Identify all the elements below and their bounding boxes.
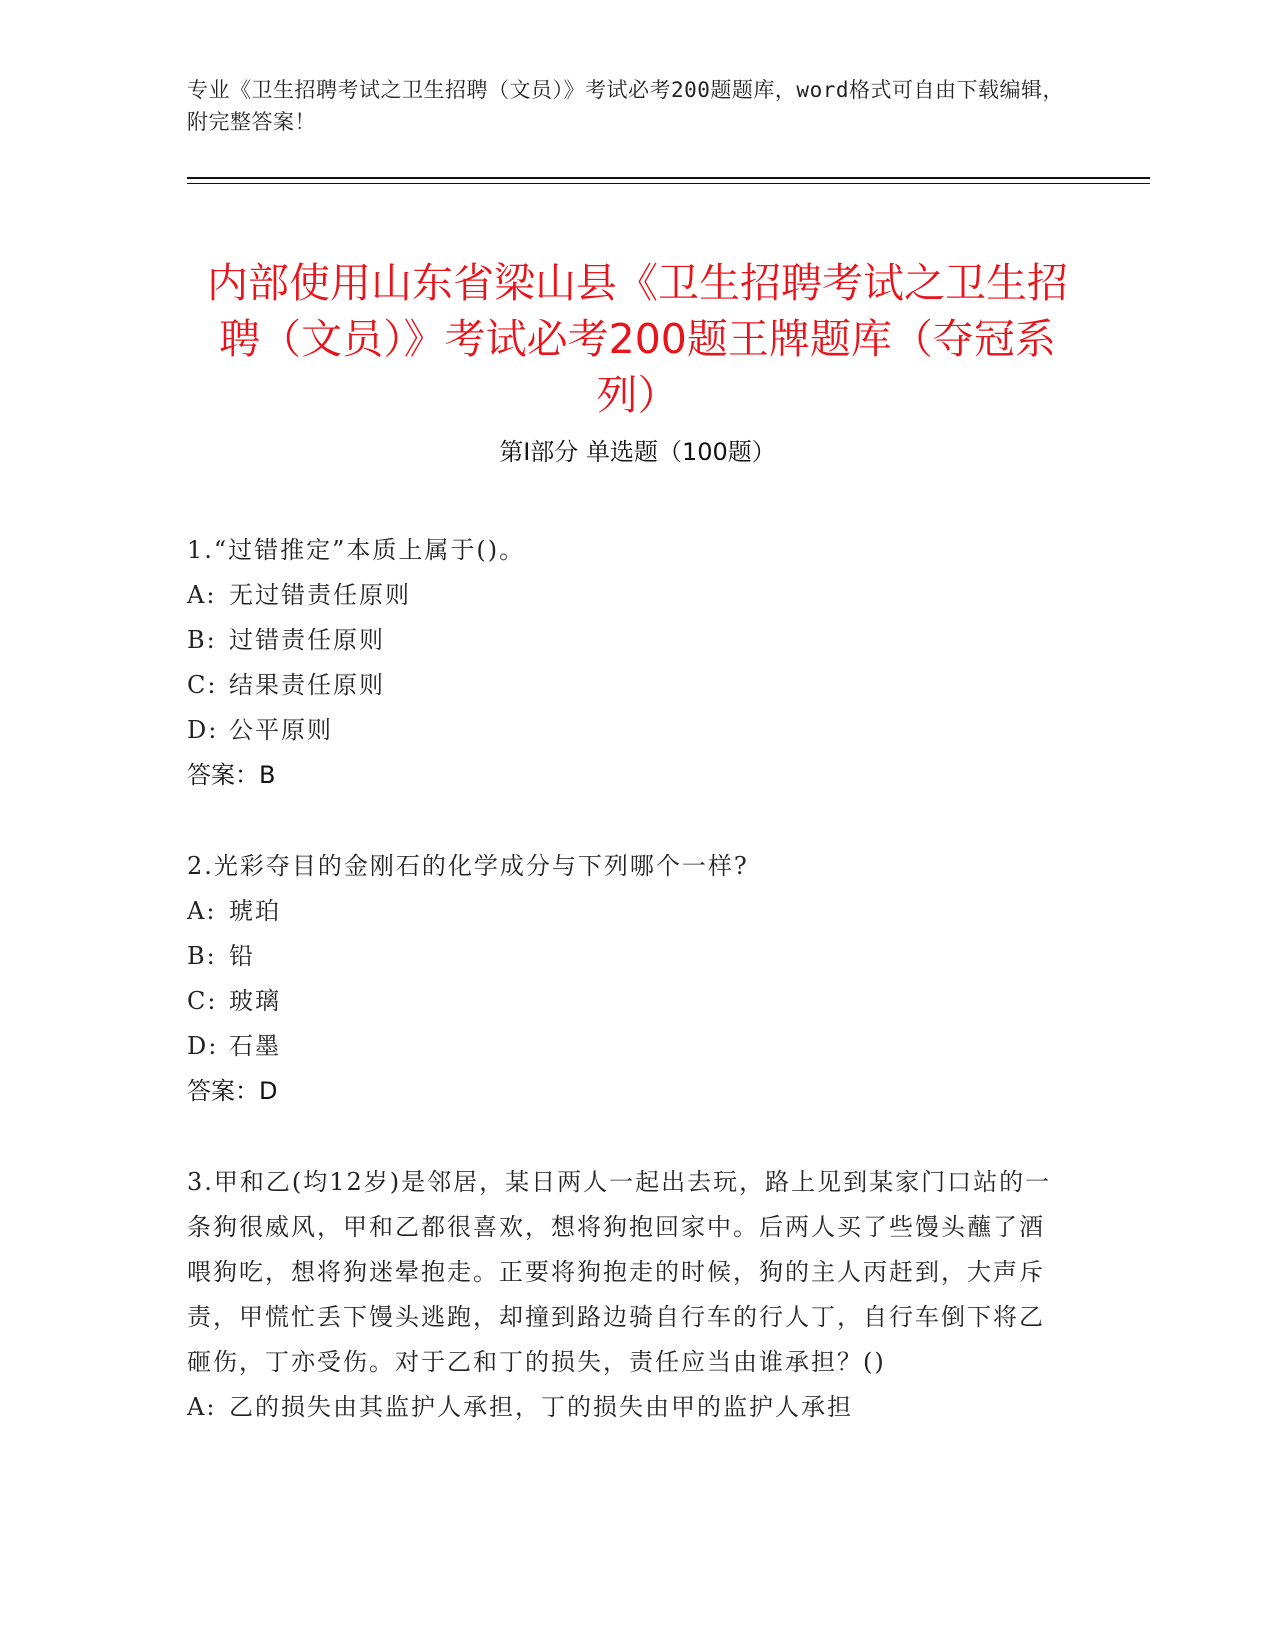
option-text: 过错责任原则 xyxy=(229,626,385,654)
question-1 xyxy=(187,528,1067,798)
document-title: 内部使用山东省梁山县《卫生招聘考试之卫生招聘（文员）》考试必考200题王牌题库（夺冠系列） xyxy=(207,259,1068,420)
option-letter: C: xyxy=(187,671,218,699)
option-a xyxy=(187,573,1067,618)
answer-line: 答案：B xyxy=(187,761,276,789)
option-text: 琥珀 xyxy=(229,897,281,925)
option-c xyxy=(187,979,1067,1024)
option-letter: B: xyxy=(187,626,217,654)
header-divider-thin xyxy=(187,183,1150,184)
option-c xyxy=(187,663,1067,708)
header-divider-thick xyxy=(187,177,1150,179)
answer-line: 答案：D xyxy=(187,1077,278,1105)
option-text: 无过错责任原则 xyxy=(229,581,411,609)
option-a xyxy=(187,1385,1067,1430)
question-stem: 2.光彩夺目的金刚石的化学成分与下列哪个一样? xyxy=(187,852,749,880)
option-b xyxy=(187,618,1067,663)
option-d xyxy=(187,1024,1067,1069)
option-text: 公平原则 xyxy=(229,716,333,744)
option-a xyxy=(187,889,1067,934)
option-letter: B: xyxy=(187,942,217,970)
section-heading: 第Ⅰ部分 单选题（100题） xyxy=(499,438,776,466)
option-d xyxy=(187,708,1067,753)
option-letter: D: xyxy=(187,716,219,744)
option-text: 石墨 xyxy=(229,1032,281,1060)
question-stem: 3.甲和乙(均12岁)是邻居，某日两人一起出去玩，路上见到某家门口站的一条狗很威风，甲和乙都很喜欢，想将狗抱回家中。后两人买了些馒头蘸了酒喂狗吃，想将狗迷晕抱走。正要将狗抱走的时候，狗的主人丙赶到，大声斥责，甲慌忙丢下馒头逃跑，却撞到路边骑自行车的行人丁，自行车倒下将乙砸伤，丁亦受伤。对于乙和丁的损失，责任应当由谁承担？() xyxy=(187,1168,1052,1376)
option-letter: A: xyxy=(187,581,217,609)
option-b xyxy=(187,934,1067,979)
option-text: 结果责任原则 xyxy=(229,671,385,699)
option-letter: A: xyxy=(187,1393,217,1421)
question-list xyxy=(187,528,1067,1476)
option-text: 乙的损失由其监护人承担，丁的损失由甲的监护人承担 xyxy=(229,1393,853,1421)
option-letter: C: xyxy=(187,987,218,1015)
header-note: 专业《卫生招聘考试之卫生招聘（文员）》考试必考200题题库，word格式可自由下载编辑，附完整答案！ xyxy=(187,78,1064,134)
question-stem: 1.“过错推定”本质上属于()。 xyxy=(187,536,526,564)
option-text: 玻璃 xyxy=(229,987,281,1015)
option-letter: D: xyxy=(187,1032,219,1060)
option-letter: A: xyxy=(187,897,217,925)
question-3 xyxy=(187,1160,1067,1430)
question-2 xyxy=(187,844,1067,1114)
option-text: 铅 xyxy=(229,942,255,970)
